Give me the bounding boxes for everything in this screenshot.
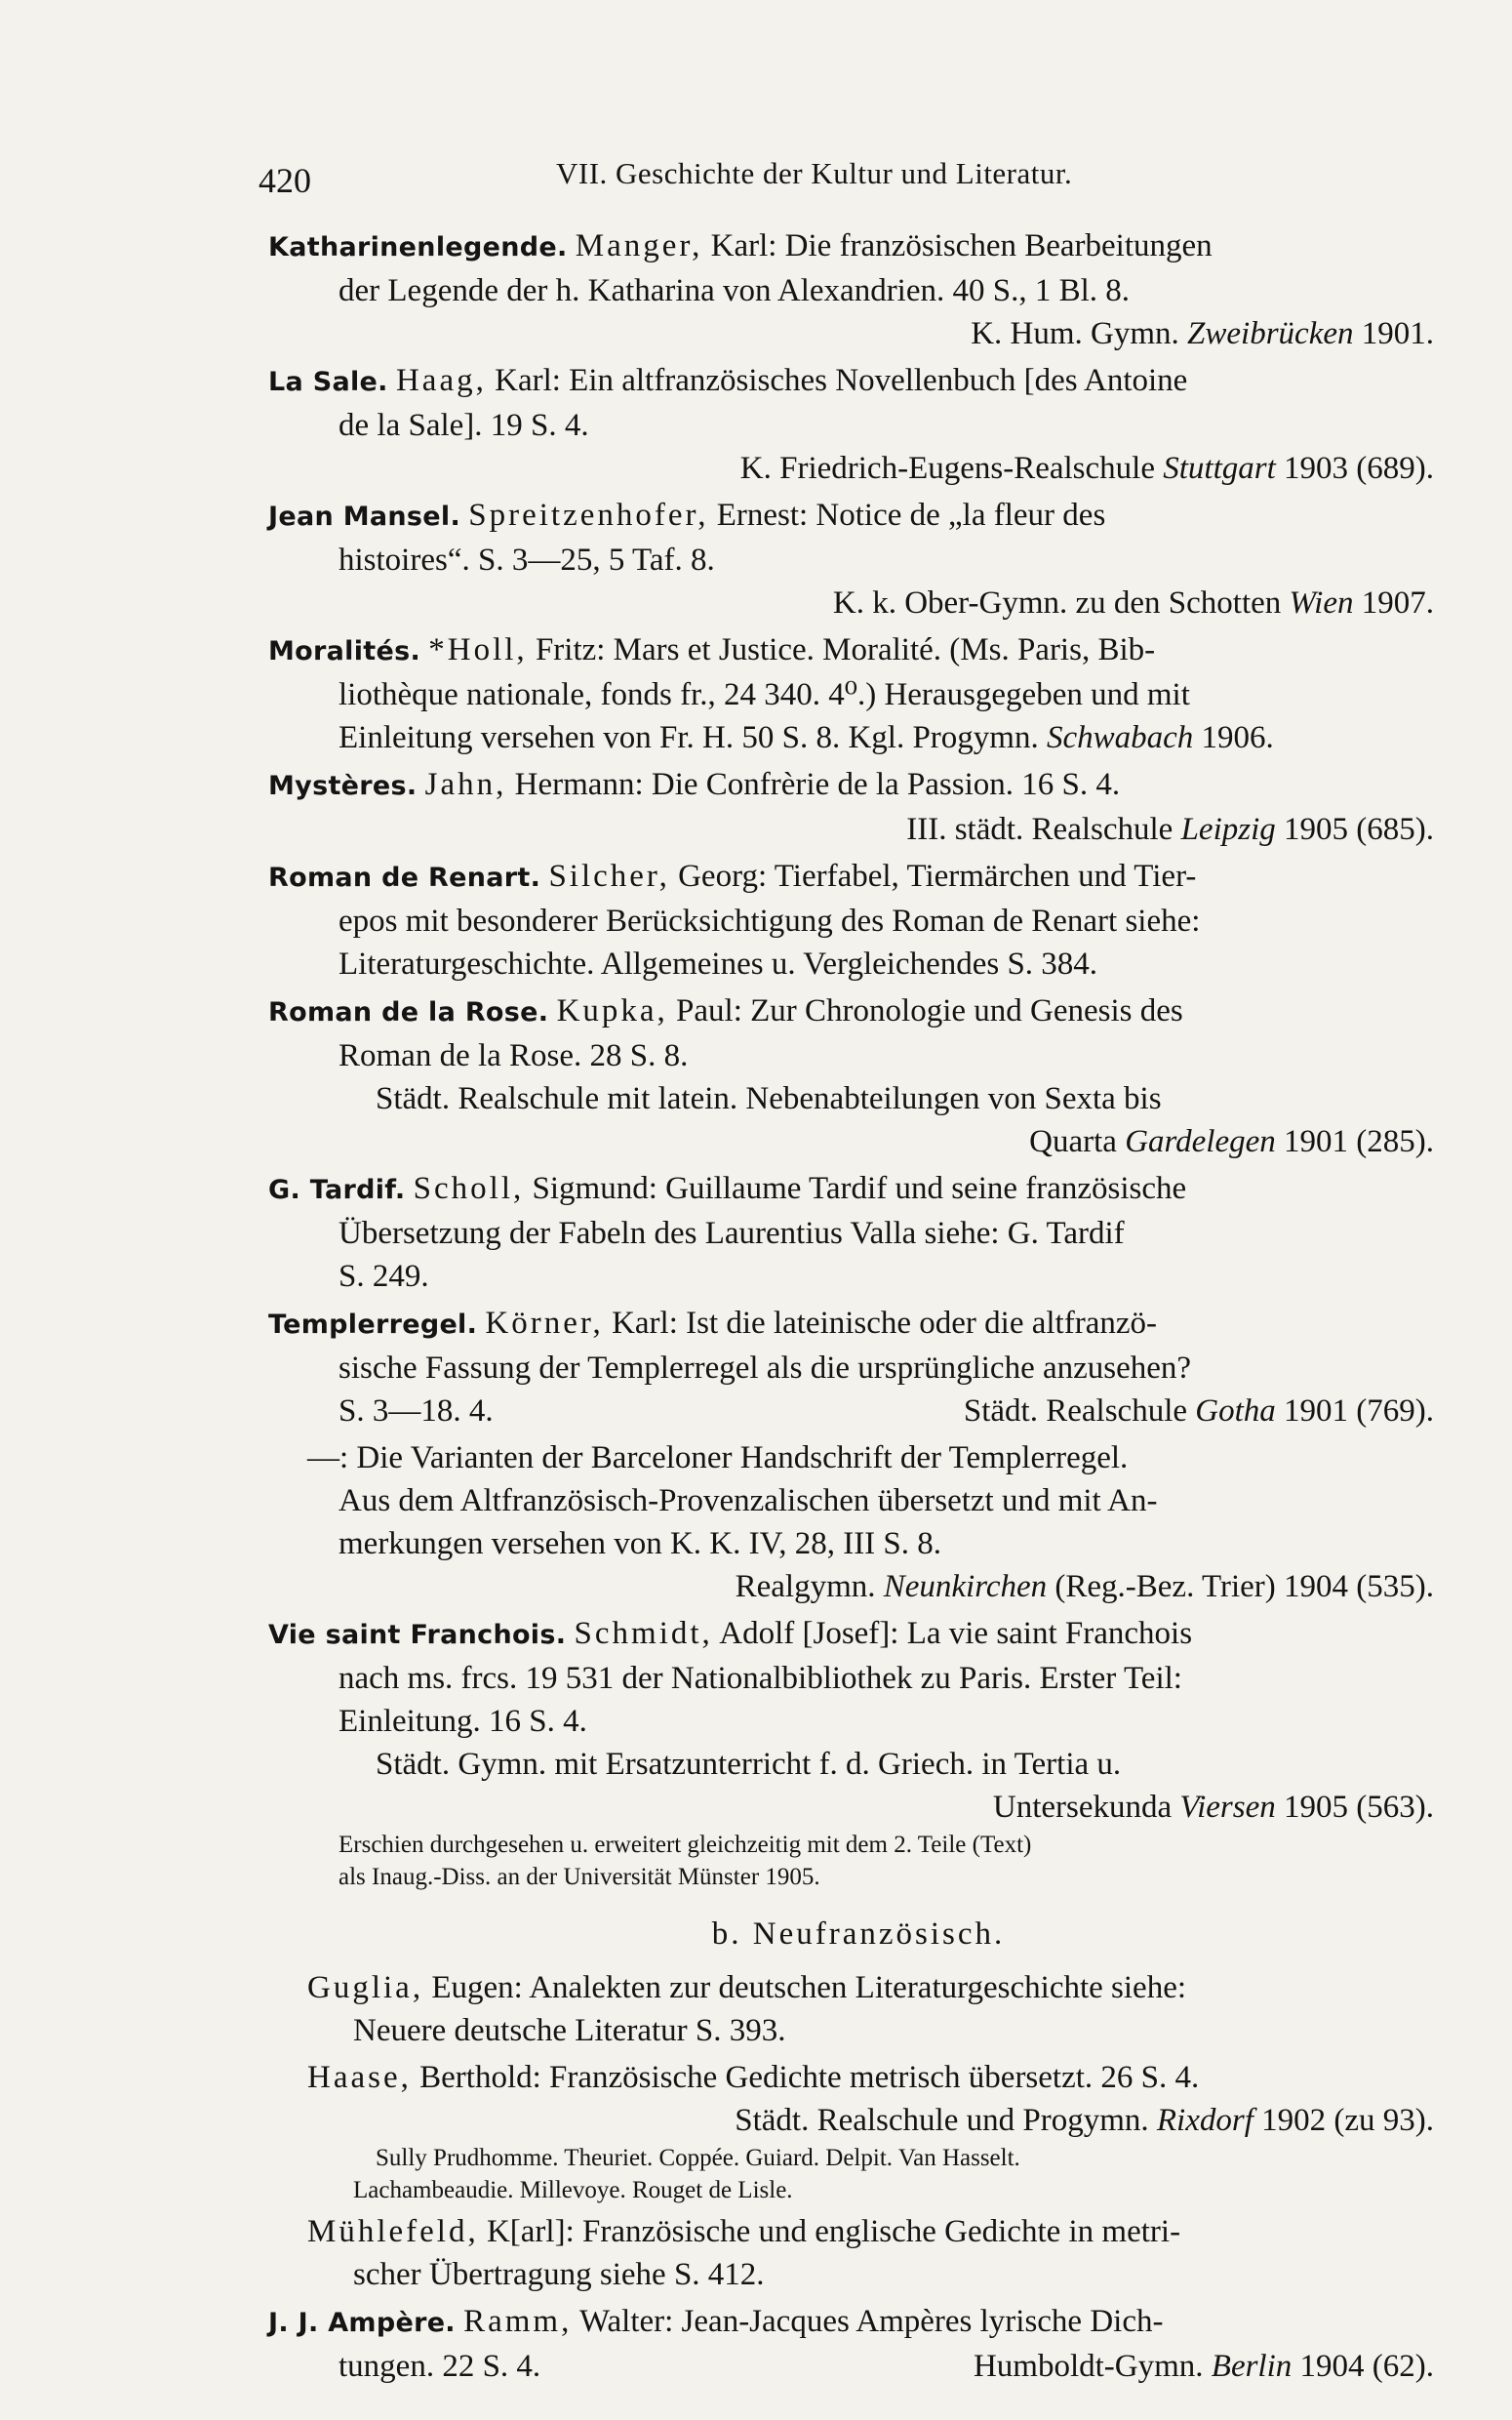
entry-author: Haase, [307,2060,412,2095]
bibliography-body [259,224,1458,2392]
bibliography-entry: Guglia, Eugen: Analekten zur deutschen Literaturgeschichte siehe: Neuere deutsche Literatur S. 393. [307,1970,1187,2048]
bibliography-entry: Vie saint Franchois. Schmidt, Adolf [Josef]: La vie saint Franchois nach ms. frcs. 19 531 der Nationalbibliothek zu Paris. Erster Teil: Einleitung. 16 S. 4. Städt. Gymn. mit Ersatzunterricht f. d. Griech. in Tertia u. Untersekunda Viersen 1905 (563). Erschien durchgesehen u. erweitert gleichzeitig mit dem 2. Teile (Text) als Inaug.-Diss. an der Universität Münster 1905. [259,1612,1458,1893]
bibliography-entry: Roman de la Rose. Kupka, Paul: Zur Chronologie und Genesis des Roman de la Rose. 28 S. 8. Städt. Realschule mit latein. Nebenabteilungen von Sexta bis Quarta Gardelegen 1901 (285). [268,993,1434,1159]
bibliography-entry: Moralités. *Holl, Fritz: Mars et Justice. Moralité. (Ms. Paris, Bib- liothèque nationale, fonds fr., 24 340. 4⁰.) Herausgegeben und mit Einleitung versehen von Fr. H. 50 S. 8. Kgl. Progymn. Schwabach 1906. [268,632,1274,755]
entry-keyword: Roman de la Rose. [268,997,549,1028]
page-number: 420 [259,161,311,200]
bibliography-entry: La Sale. Haag, Karl: Ein altfranzösisches Novellenbuch [des Antoine de la Sale]. 19 S. 4. K. Friedrich-Eugens-Realschule Stuttgart 1903 (689). [268,363,1434,486]
bibliography-entry: Roman de Renart. Silcher, Georg: Tierfabel, Tiermärchen und Tier- epos mit besonderer Berücksichtigung des Roman de Renart siehe: Literaturgeschichte. Allgemeines u. Vergleichendes S. 384. [268,859,1201,982]
bibliography-entry: G. Tardif. Scholl, Sigmund: Guillaume Tardif und seine französische Übersetzung der Fabeln des Laurentius Valla siehe: G. Tardif S. 249. [268,1171,1187,1294]
entry-author: Manger, [575,228,703,263]
entry-place: Gardelegen [1125,1124,1276,1159]
entry-author: Spreitzenhofer, [468,498,709,533]
entry-place: Neunkirchen [883,1569,1048,1604]
entry-author: Guglia, [307,1970,424,2005]
entry-place: Schwabach [1046,720,1194,755]
entry-place: Zweibrücken [1187,316,1354,351]
entry-keyword: La Sale. [268,367,388,397]
entry-keyword: Vie saint Franchois. [268,1620,567,1650]
running-title: VII. Geschichte der Kultur und Literatur. [556,156,1073,190]
entry-keyword: J. J. Ampère. [268,2308,456,2338]
bibliography-entry: Katharinenlegende. Manger, Karl: Die französischen Bearbeitungen der Legende der h. Katharina von Alexandrien. 40 S., 1 Bl. 8. K. Hum. Gymn. Zweibrücken 1901. [268,228,1434,351]
entry-keyword: Katharinenlegende. [268,232,568,262]
bibliography-entry: —: Die Varianten der Barceloner Handschrift der Templerregel. Aus dem Altfranzösisch-Provenzalischen übersetzt und mit An- merkungen versehen von K. K. IV, 28, III S. 8. Realgymn. Neunkirchen (Reg.-Bez. Trier) 1904 (535). [307,1440,1434,1604]
entry-keyword: G. Tardif. [268,1175,406,1205]
entry-note: Erschien durchgesehen u. erweitert gleichzeitig mit dem 2. Teile (Text) [338,1832,1032,1858]
entry-place: Rixdorf [1156,2103,1253,2138]
entry-author: Jahn, [424,767,507,802]
entry-author: Scholl, [413,1171,525,1206]
entry-keyword: Mystères. [268,771,418,801]
section-title: b. Neufranzösisch. [711,1916,1006,1952]
entry-note: als Inaug.-Diss. an der Universität Münster 1905. [338,1864,820,1890]
bibliography-entry: Templerregel. Körner, Karl: Ist die lateinische oder die altfranzö- sische Fassung der Templerregel als die ursprüngliche anzusehen? S. 3—18. 4. Städt. Realschule Gotha 1901 (769). [268,1306,1434,1429]
bibliography-entry: Haase, Berthold: Französische Gedichte metrisch übersetzt. 26 S. 4. Städt. Realschule und Progymn. Rixdorf 1902 (zu 93). Sully Prudhomme. Theuriet. Coppée. Guiard. Delpit. Van Hasselt. Lachambeaudie. Millevoye. Rouget de Lisle. [259,2056,1458,2206]
entry-keyword: Jean Mansel. [268,502,461,532]
bibliography-entry: Jean Mansel. Spreitzenhofer, Ernest: Notice de „la fleur des histoires“. S. 3—25, 5 Taf. 8. K. k. Ober-Gymn. zu den Schotten Wien 1907. [268,498,1434,621]
bibliography-entry: Mühlefeld, K[arl]: Französische und englische Gedichte in metri- scher Übertragung siehe S. 412. [307,2214,1181,2292]
entry-author: Kupka, [556,993,668,1028]
entry-keyword: Templerregel. [268,1310,478,1340]
bibliography-entry: Mystères. Jahn, Hermann: Die Confrèrie de la Passion. 16 S. 4. III. städt. Realschule Leipzig 1905 (685). [268,767,1434,847]
entry-author: Mühlefeld, [307,2214,479,2249]
entry-keyword: Roman de Renart. [268,863,541,893]
entry-author: Ramm, [463,2304,573,2339]
entry-note: Sully Prudhomme. Theuriet. Coppée. Guiard. Delpit. Van Hasselt. [376,2145,1020,2171]
entry-place: Viersen [1179,1790,1276,1825]
entry-author: Haag, [395,363,487,398]
entry-author: Silcher, [548,859,670,894]
entry-author: *Holl, [428,632,528,667]
entry-keyword: Moralités. [268,636,421,666]
entry-author: Körner, [485,1306,604,1341]
entry-place: Wien [1289,585,1354,621]
entry-place: Berlin [1211,2349,1293,2384]
entry-note: Lachambeaudie. Millevoye. Rouget de Lisle. [353,2177,793,2203]
page-header [244,146,1444,205]
bibliography-entry: J. J. Ampère. Ramm, Walter: Jean-Jacques Ampères lyrische Dich- tungen. 22 S. 4. Humboldt-Gymn. Berlin 1904 (62). [268,2304,1434,2384]
entry-place: Stuttgart [1163,451,1276,486]
entry-place: Leipzig [1180,812,1276,847]
entry-author: Schmidt, [574,1616,713,1651]
entry-place: Gotha [1195,1393,1276,1429]
